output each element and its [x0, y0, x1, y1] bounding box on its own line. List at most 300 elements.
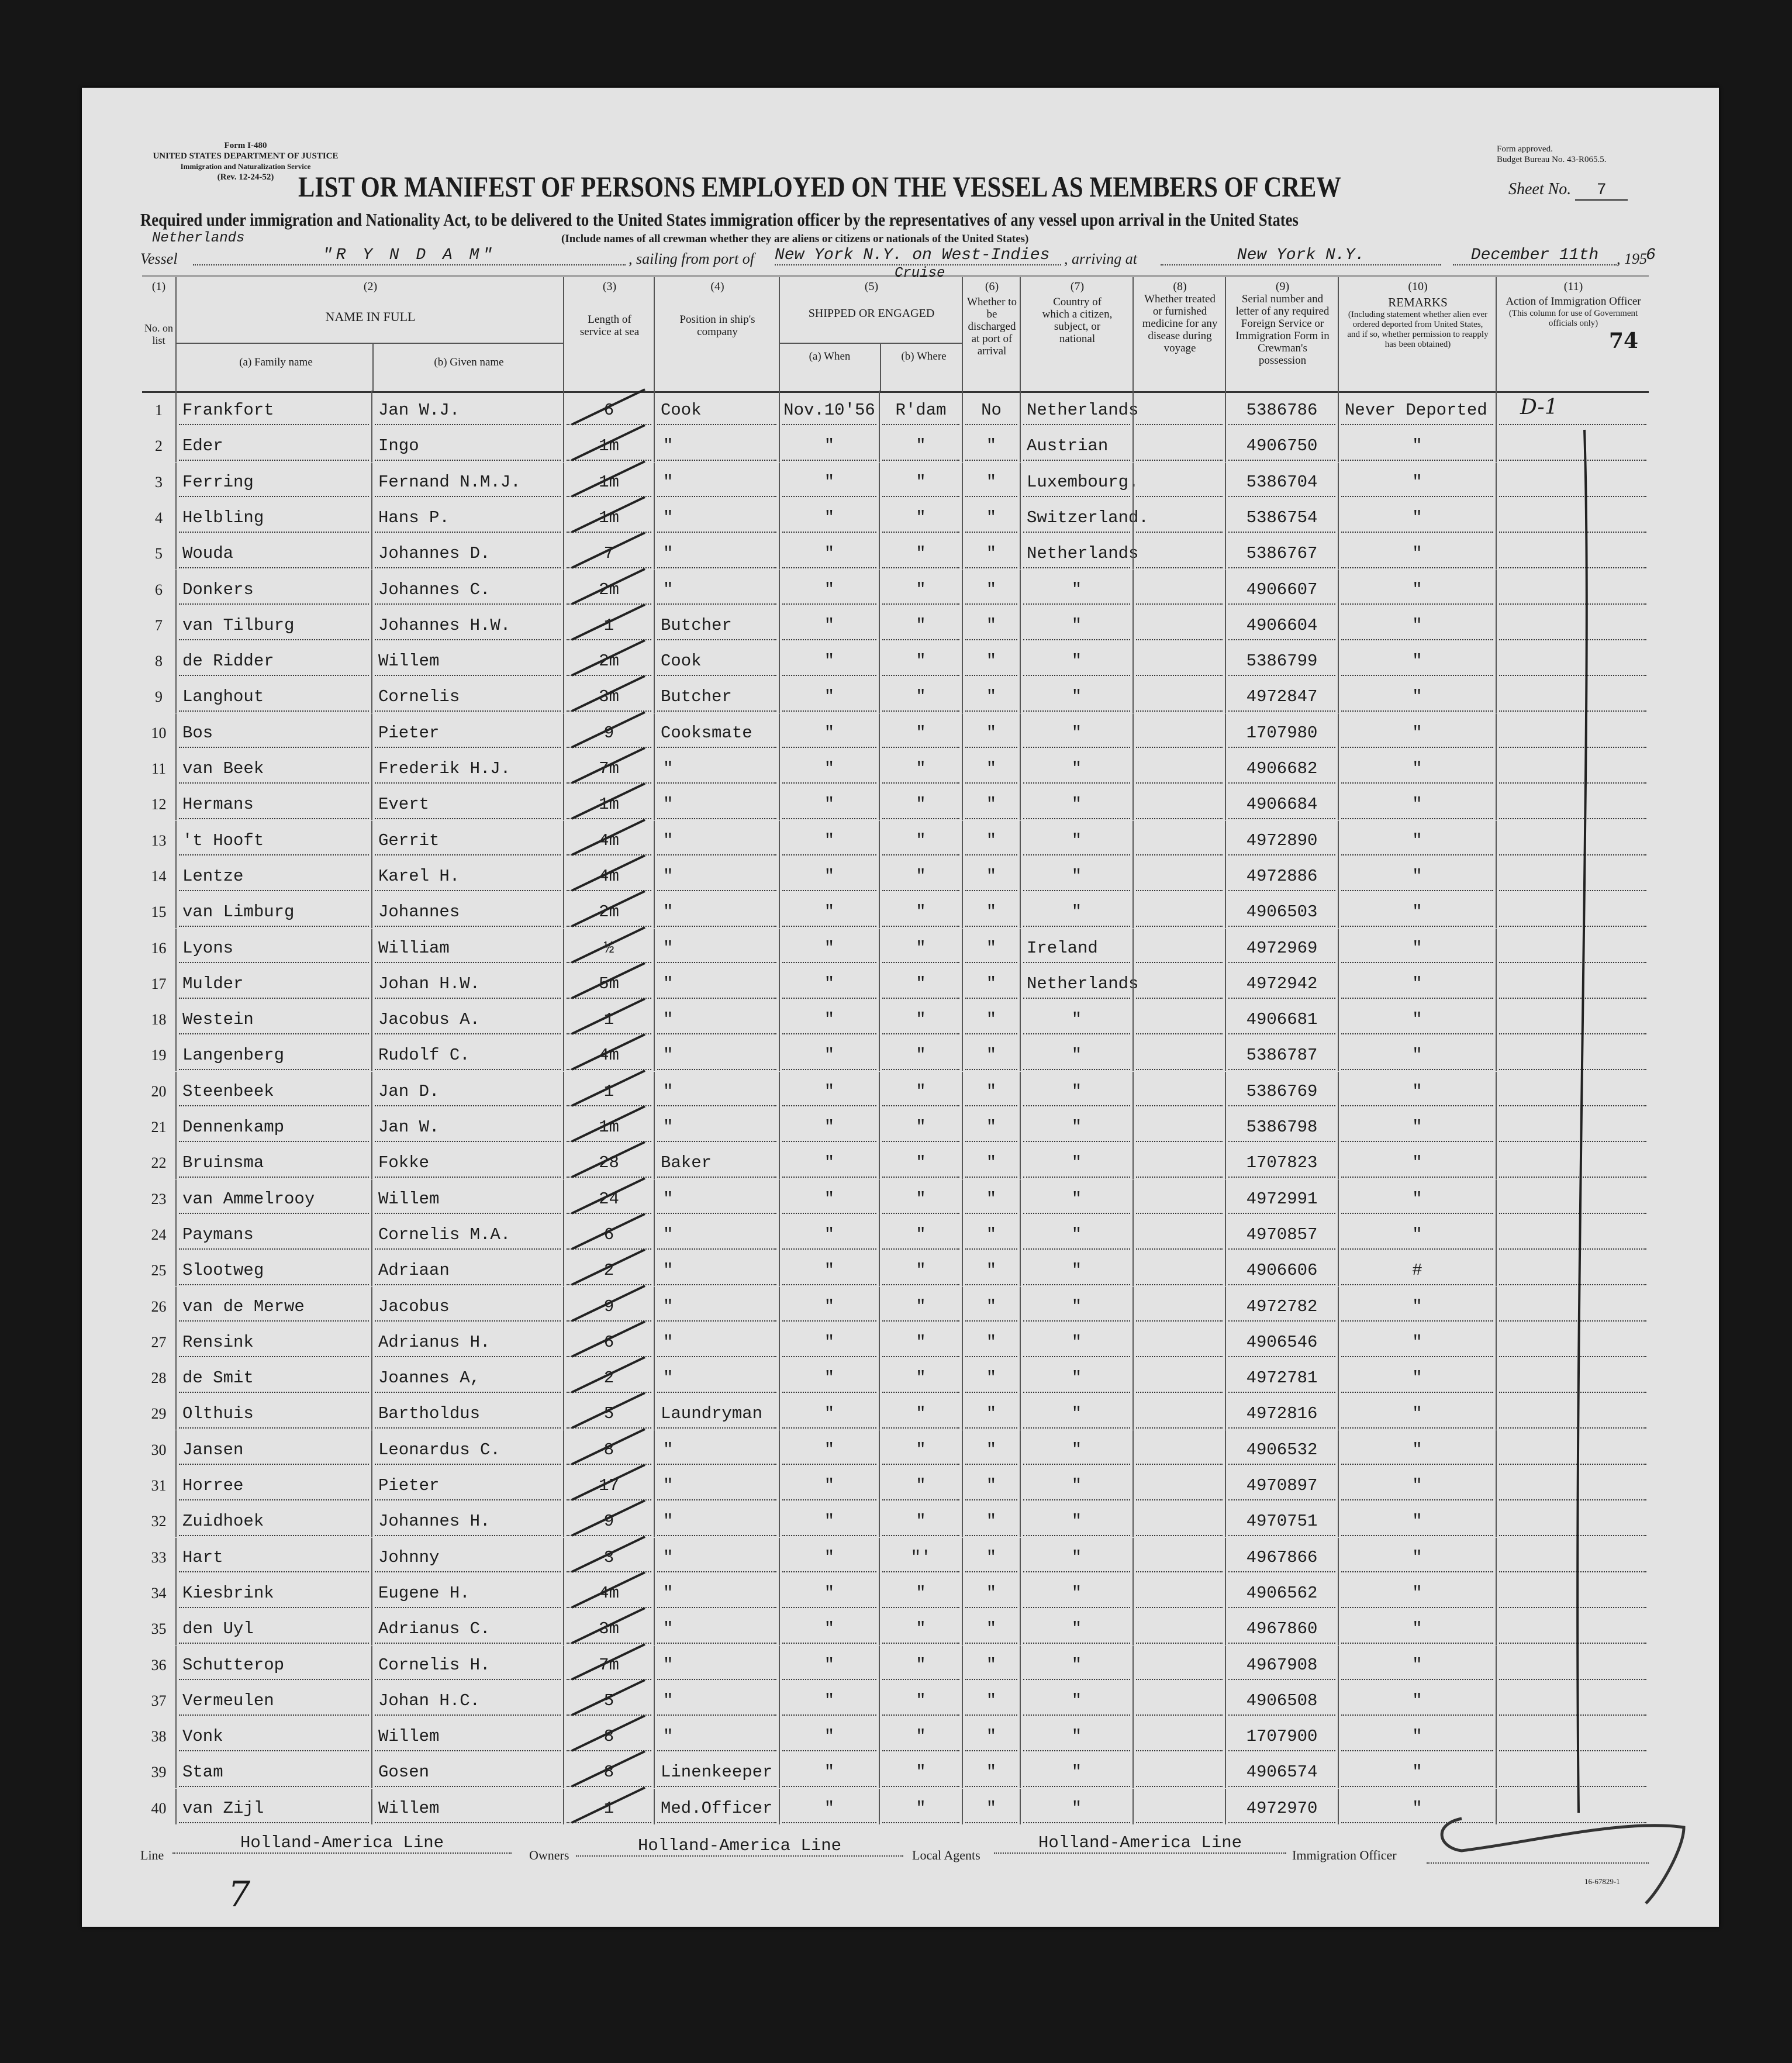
cell-where: " [879, 1717, 962, 1752]
cell-where: " [879, 1502, 962, 1537]
cell-no: 13 [151, 832, 167, 849]
cell-position: " [654, 1251, 779, 1286]
cell-family: Slootweg [175, 1251, 371, 1286]
cell-where: " [879, 1000, 962, 1036]
cell-family: Vonk [175, 1717, 371, 1752]
cell-remarks: # [1338, 1251, 1496, 1286]
cell-when: " [779, 534, 879, 570]
year-digit: 6 [1646, 246, 1656, 264]
cell-country: " [1020, 857, 1132, 892]
cell-no: 39 [151, 1764, 167, 1781]
officer-label: Immigration Officer [1292, 1848, 1397, 1862]
cell-given: Johan H.C. [371, 1681, 563, 1717]
cell-remarks: " [1338, 857, 1496, 892]
cell-where: " [879, 892, 962, 928]
cell-family: Langenberg [175, 1036, 371, 1071]
cell-remarks: " [1338, 713, 1496, 749]
cell-no: 4 [155, 509, 163, 526]
header-position: (4) Position in ship's company [654, 277, 780, 391]
cell-length: 1m [563, 785, 654, 820]
cell-given: William [371, 929, 563, 964]
cell-length: 6 [563, 1323, 654, 1358]
cell-family: Vermeulen [175, 1681, 371, 1717]
cell-no: 19 [151, 1047, 167, 1064]
cell-no: 11 [151, 760, 167, 777]
cell-position: Butcher [654, 606, 779, 641]
cell-length: 4m [563, 1036, 654, 1071]
cell-given: Pieter [371, 713, 563, 749]
cell-no: 15 [151, 903, 167, 921]
cell-remarks: " [1338, 1179, 1496, 1215]
cell-serial: 4906574 [1225, 1752, 1338, 1788]
cell-country: " [1020, 570, 1132, 606]
cell-no: 18 [151, 1011, 167, 1029]
cell-when: " [779, 1430, 879, 1466]
cell-position: " [654, 892, 779, 928]
cell-given: Willem [371, 641, 563, 677]
cell-when: " [779, 857, 879, 892]
header-remarks: (10) REMARKS (Including statement whether alien ever ordered deported from United States, and if so, whether permission to reapply has been obtained) [1338, 277, 1497, 391]
cell-country: Switzerland. [1020, 498, 1132, 534]
cell-country: " [1020, 1072, 1132, 1108]
cell-family: Schutterop [175, 1645, 371, 1681]
print-code: 16-67829-1 [1584, 1877, 1620, 1886]
cell-discharged: " [962, 1036, 1020, 1071]
cell-discharged: " [962, 821, 1020, 857]
cell-length: 6 [563, 1215, 654, 1251]
owners-label: Owners [529, 1848, 569, 1862]
cell-discharged: " [962, 426, 1020, 462]
cell-no: 37 [151, 1692, 167, 1709]
cell-serial: 5386754 [1225, 498, 1338, 534]
cell-when: " [779, 1681, 879, 1717]
cell-where: " [879, 1752, 962, 1788]
cell-family: Jansen [175, 1430, 371, 1466]
cell-country: " [1020, 713, 1132, 749]
cell-discharged: " [962, 498, 1020, 534]
cell-remarks: " [1338, 749, 1496, 785]
cell-discharged: " [962, 857, 1020, 892]
cell-length: 28 [563, 1143, 654, 1179]
cell-serial: 1707900 [1225, 1717, 1338, 1752]
subtitle: Required under immigration and Nationality Act, to be delivered to the United States immigration officer by the representatives of any vessel upon arrival in the United States [140, 209, 1299, 230]
cell-serial: 4906750 [1225, 426, 1338, 462]
cell-position: " [654, 1215, 779, 1251]
cell-position: " [654, 929, 779, 964]
cell-no: 34 [151, 1584, 167, 1602]
cell-serial: 4972886 [1225, 857, 1338, 892]
cell-country: " [1020, 1215, 1132, 1251]
cell-where: R'dam [879, 391, 962, 426]
cell-serial: 4906681 [1225, 1000, 1338, 1036]
cell-family: Horree [175, 1466, 371, 1502]
cell-when: " [779, 426, 879, 462]
cell-when: " [779, 1717, 879, 1752]
cell-position: " [654, 857, 779, 892]
cell-where: " [879, 677, 962, 713]
crew-count: 74 [1608, 329, 1638, 353]
header-serial: (9) Serial number and letter of any required Foreign Service or Immigration Form in Crewman's possession [1225, 277, 1339, 391]
cell-country: " [1020, 1502, 1132, 1537]
header-when: (a) When [809, 350, 851, 363]
line-label: Line [140, 1848, 164, 1862]
cell-no: 1 [155, 402, 163, 419]
cell-no: 10 [151, 724, 167, 741]
sailing-label: , sailing from port of [629, 250, 755, 267]
cell-given: Jacobus A. [371, 1000, 563, 1036]
cell-given: Evert [371, 785, 563, 820]
cell-remarks: " [1338, 1215, 1496, 1251]
cell-family: van Zijl [175, 1789, 371, 1824]
cell-discharged: " [962, 1143, 1020, 1179]
cell-length: 2m [563, 570, 654, 606]
cell-position: " [654, 964, 779, 1000]
cell-remarks: " [1338, 785, 1496, 820]
cell-when: " [779, 929, 879, 964]
sheet-label: Sheet No. [1508, 180, 1572, 198]
cell-remarks: " [1338, 1574, 1496, 1609]
cell-given: Frederik H.J. [371, 749, 563, 785]
cell-country: " [1020, 1752, 1132, 1788]
cell-position: Cook [654, 391, 779, 426]
cell-discharged: " [962, 1752, 1020, 1788]
cell-family: Westein [175, 1000, 371, 1036]
cell-position: " [654, 749, 779, 785]
cell-when: " [779, 1574, 879, 1609]
cell-discharged: " [962, 1681, 1020, 1717]
cell-given: Willem [371, 1717, 563, 1752]
cell-when: " [779, 1752, 879, 1788]
cell-serial: 5386798 [1225, 1108, 1338, 1143]
cell-where: " [879, 1574, 962, 1609]
cell-serial: 4972991 [1225, 1179, 1338, 1215]
cell-where: " [879, 1681, 962, 1717]
header-action: (11) Action of Immigration Officer (This column for use of Government officials only) 74 [1496, 277, 1650, 391]
cell-position: " [654, 821, 779, 857]
cell-given: Adriaan [371, 1251, 563, 1286]
cell-discharged: " [962, 892, 1020, 928]
cell-position: " [654, 1179, 779, 1215]
cell-family: Dennenkamp [175, 1108, 371, 1143]
cell-length: 3 [563, 1538, 654, 1574]
cell-discharged: " [962, 1609, 1020, 1645]
cell-serial: 4906508 [1225, 1681, 1338, 1717]
cell-where: " [879, 606, 962, 641]
cell-country: " [1020, 641, 1132, 677]
owners-value: Holland-America Line [576, 1836, 903, 1857]
cell-position: " [654, 1717, 779, 1752]
cell-serial: 4906604 [1225, 606, 1338, 641]
cell-serial: 4906503 [1225, 892, 1338, 928]
cell-position: Med.Officer [654, 1789, 779, 1824]
cell-remarks: " [1338, 1358, 1496, 1394]
cell-length: 4m [563, 857, 654, 892]
cell-when: " [779, 1538, 879, 1574]
cell-family: Steenbeek [175, 1072, 371, 1108]
cell-serial: 4906562 [1225, 1574, 1338, 1609]
cell-where: " [879, 713, 962, 749]
line-value: Holland-America Line [172, 1833, 512, 1854]
cell-country: " [1020, 1358, 1132, 1394]
cell-no: 30 [151, 1441, 167, 1458]
cell-when: " [779, 1179, 879, 1215]
year-prefix: , 195 [1617, 250, 1647, 267]
cell-country: " [1020, 1143, 1132, 1179]
cell-serial: 4972847 [1225, 677, 1338, 713]
cell-serial: 4972969 [1225, 929, 1338, 964]
cell-length: ½ [563, 929, 654, 964]
cell-where: " [879, 570, 962, 606]
cell-no: 24 [151, 1226, 167, 1243]
cell-given: Johannes D. [371, 534, 563, 570]
cell-remarks: " [1338, 1000, 1496, 1036]
cell-position: Baker [654, 1143, 779, 1179]
page-title: LIST OR MANIFEST OF PERSONS EMPLOYED ON THE VESSEL AS MEMBERS OF CREW [298, 170, 1341, 203]
cell-length: 1 [563, 1789, 654, 1824]
cell-position: Laundryman [654, 1394, 779, 1430]
cell-discharged: " [962, 534, 1020, 570]
cell-where: " [879, 1430, 962, 1466]
cell-no: 3 [155, 473, 163, 491]
cell-country: " [1020, 785, 1132, 820]
cell-remarks: " [1338, 1717, 1496, 1752]
cell-family: Ferring [175, 463, 371, 498]
cell-country: " [1020, 1681, 1132, 1717]
cell-serial: 4972816 [1225, 1394, 1338, 1430]
cell-when: " [779, 1287, 879, 1323]
cell-given: Fokke [371, 1143, 563, 1179]
cell-serial: 4972942 [1225, 964, 1338, 1000]
cell-family: Lyons [175, 929, 371, 964]
cell-country: Ireland [1020, 929, 1132, 964]
cell-discharged: " [962, 1287, 1020, 1323]
cell-country: " [1020, 1645, 1132, 1681]
approved-text: Form approved. [1497, 144, 1553, 154]
cell-no: 25 [151, 1262, 167, 1279]
cell-no: 17 [151, 975, 167, 992]
cell-position: " [654, 534, 779, 570]
cell-family: van Tilburg [175, 606, 371, 641]
cell-discharged: " [962, 1789, 1020, 1824]
cell-length: 9 [563, 1502, 654, 1537]
cell-position: " [654, 1358, 779, 1394]
cell-length: 1 [563, 1000, 654, 1036]
header-shipped: (5) SHIPPED OR ENGAGED (a) When (b) Where [779, 277, 963, 391]
cell-family: van de Merwe [175, 1287, 371, 1323]
cell-serial: 4906684 [1225, 785, 1338, 820]
cell-remarks: " [1338, 1752, 1496, 1788]
cell-where: " [879, 857, 962, 892]
cell-remarks: " [1338, 1502, 1496, 1537]
cell-when: " [779, 1645, 879, 1681]
cell-country: " [1020, 1717, 1132, 1752]
cell-family: Frankfort [175, 391, 371, 426]
cell-length: 1m [563, 426, 654, 462]
cell-remarks: " [1338, 929, 1496, 964]
cell-serial: 4972970 [1225, 1789, 1338, 1824]
header-where: (b) Where [901, 350, 947, 363]
cell-no: 23 [151, 1190, 167, 1208]
cell-family: Bruinsma [175, 1143, 371, 1179]
cell-country: " [1020, 1609, 1132, 1645]
cell-when: " [779, 606, 879, 641]
cell-no: 33 [151, 1548, 167, 1566]
arrival-port: New York N.Y. [1161, 247, 1441, 265]
cell-when: " [779, 1323, 879, 1358]
cell-given: Adrianus H. [371, 1323, 563, 1358]
from-port: New York N.Y. on West-Indies [775, 247, 1061, 265]
cell-given: Jan D. [371, 1072, 563, 1108]
cell-country: " [1020, 606, 1132, 641]
cell-country: " [1020, 1000, 1132, 1036]
cell-remarks: " [1338, 641, 1496, 677]
budget-text: Budget Bureau No. 43-R065.5. [1497, 155, 1607, 164]
cell-position: " [654, 1538, 779, 1574]
cell-serial: 4967908 [1225, 1645, 1338, 1681]
cell-remarks: " [1338, 892, 1496, 928]
cell-discharged: " [962, 1394, 1020, 1430]
cell-serial: 5386767 [1225, 534, 1338, 570]
revision: (Rev. 12-24-52) [217, 173, 274, 182]
cell-no: 8 [155, 653, 163, 670]
cell-discharged: " [962, 713, 1020, 749]
cell-remarks: " [1338, 1323, 1496, 1358]
cell-where: " [879, 749, 962, 785]
cell-where: " [879, 1143, 962, 1179]
cell-family: Paymans [175, 1215, 371, 1251]
cell-when: " [779, 1394, 879, 1430]
cell-discharged: " [962, 1574, 1020, 1609]
cell-action: D-1 [1496, 391, 1649, 426]
cell-remarks: " [1338, 1430, 1496, 1466]
cell-given: Gerrit [371, 821, 563, 857]
cell-remarks: Never Deported [1338, 391, 1496, 426]
cell-family: van Limburg [175, 892, 371, 928]
cell-family: de Smit [175, 1358, 371, 1394]
cell-discharged: " [962, 1215, 1020, 1251]
cell-given: Rudolf C. [371, 1036, 563, 1071]
cell-no: 12 [151, 796, 167, 813]
cell-discharged: " [962, 1323, 1020, 1358]
cruise: Cruise [895, 265, 945, 281]
department: UNITED STATES DEPARTMENT OF JUSTICE [153, 151, 339, 161]
cell-serial: 4906532 [1225, 1430, 1338, 1466]
cell-position: Butcher [654, 677, 779, 713]
cell-where: " [879, 534, 962, 570]
cell-discharged: " [962, 785, 1020, 820]
cell-discharged: " [962, 1430, 1020, 1466]
vessel-label: Vessel [140, 250, 178, 267]
cell-position: " [654, 1430, 779, 1466]
arrival-date: December 11th [1453, 247, 1617, 265]
cell-when: " [779, 463, 879, 498]
cell-length: 8 [563, 1717, 654, 1752]
cell-family: Stam [175, 1752, 371, 1788]
cell-no: 9 [155, 688, 163, 706]
cell-country: " [1020, 892, 1132, 928]
header-country: (7) Country of which a citizen, subject, or national [1020, 277, 1134, 391]
cell-given: Jan W. [371, 1108, 563, 1143]
cell-remarks: " [1338, 606, 1496, 641]
cell-country: " [1020, 677, 1132, 713]
cell-remarks: " [1338, 1466, 1496, 1502]
cell-when: " [779, 677, 879, 713]
cell-position: " [654, 1000, 779, 1036]
include-note: (Include names of all crewman whether they are aliens or citizens or nationals of the United States) [561, 233, 1029, 245]
cell-serial: 4972781 [1225, 1358, 1338, 1394]
cell-family: Bos [175, 713, 371, 749]
cell-serial: 5386799 [1225, 641, 1338, 677]
cell-remarks: " [1338, 964, 1496, 1000]
vessel-name: "R Y N D A M" [193, 247, 626, 265]
cell-where: " [879, 1645, 962, 1681]
cell-country: " [1020, 1036, 1132, 1071]
cell-serial: 5386786 [1225, 391, 1338, 426]
cell-given: Hans P. [371, 498, 563, 534]
cell-when: " [779, 713, 879, 749]
cell-serial: 5386787 [1225, 1036, 1338, 1071]
cell-remarks: " [1338, 426, 1496, 462]
cell-discharged: " [962, 641, 1020, 677]
cell-family: den Uyl [175, 1609, 371, 1645]
cell-given: Johnny [371, 1538, 563, 1574]
cell-no: 29 [151, 1405, 167, 1423]
cell-position: Cook [654, 641, 779, 677]
cell-where: " [879, 1394, 962, 1430]
cell-no: 20 [151, 1082, 167, 1100]
cell-remarks: " [1338, 498, 1496, 534]
header-name: (2) NAME IN FULL (a) Family name (b) Given name [175, 277, 564, 391]
cell-given: Cornelis H. [371, 1645, 563, 1681]
cell-position: Linenkeeper [654, 1752, 779, 1788]
cell-remarks: " [1338, 570, 1496, 606]
cell-discharged: " [962, 1645, 1020, 1681]
cell-length: 3m [563, 1609, 654, 1645]
cell-no: 36 [151, 1656, 167, 1674]
cell-family: Hermans [175, 785, 371, 820]
cell-where: " [879, 1251, 962, 1286]
cell-length: 1m [563, 498, 654, 534]
agents-value: Holland-America Line [994, 1833, 1286, 1854]
cell-when: Nov.10'56 [779, 391, 879, 426]
cell-country: " [1020, 1574, 1132, 1609]
cell-no: 7 [155, 616, 163, 634]
header-discharged: (6) Whether to be discharged at port of arrival [962, 277, 1021, 391]
cell-length: 1m [563, 463, 654, 498]
cell-length: 9 [563, 1287, 654, 1323]
cell-when: " [779, 1358, 879, 1394]
cell-where: " [879, 1358, 962, 1394]
cell-where: "' [879, 1538, 962, 1574]
cell-given: Johannes H. [371, 1502, 563, 1537]
cell-length: 5m [563, 964, 654, 1000]
cell-no: 35 [151, 1620, 167, 1638]
cell-serial: 4906546 [1225, 1323, 1338, 1358]
cell-country: " [1020, 1466, 1132, 1502]
cell-no: 40 [151, 1799, 167, 1817]
cell-length: 7m [563, 1645, 654, 1681]
cell-serial: 5386704 [1225, 463, 1338, 498]
cell-when: " [779, 641, 879, 677]
cell-discharged: " [962, 749, 1020, 785]
cell-serial: 4970897 [1225, 1466, 1338, 1502]
cell-discharged: " [962, 1466, 1020, 1502]
cell-where: " [879, 498, 962, 534]
cell-no: 2 [155, 437, 163, 455]
cell-country: " [1020, 1287, 1132, 1323]
cell-remarks: " [1338, 463, 1496, 498]
cell-country: " [1020, 1108, 1132, 1143]
